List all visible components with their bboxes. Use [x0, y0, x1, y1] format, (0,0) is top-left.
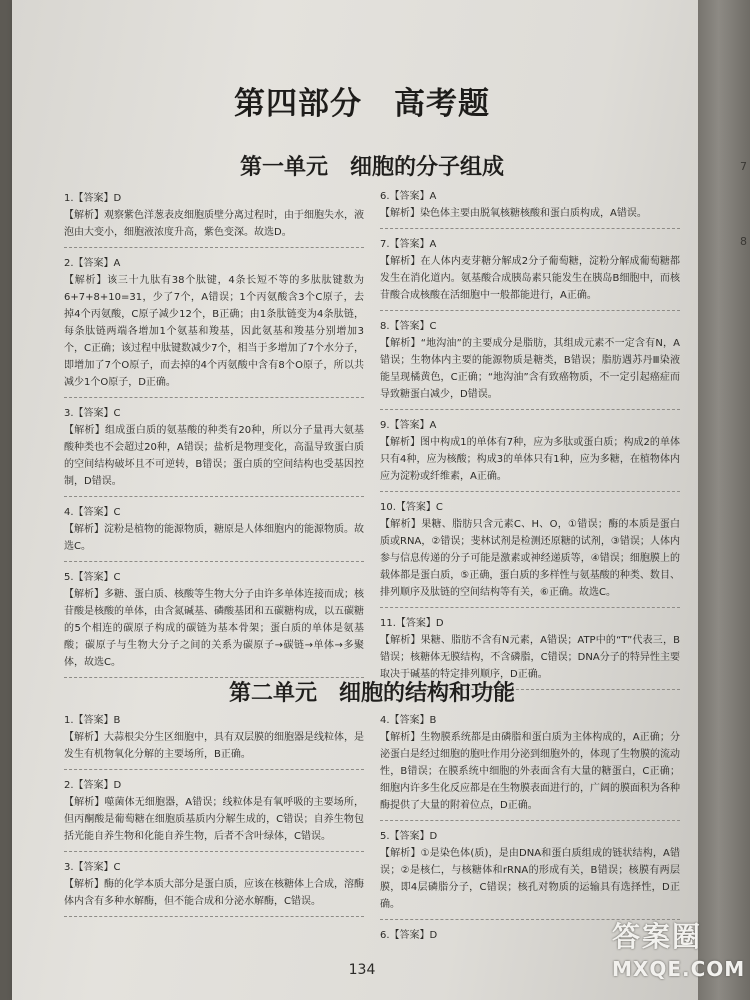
- unit1-title: 第一单元 细胞的分子组成: [239, 154, 504, 180]
- unit2-left-column: [64, 712, 364, 924]
- watermark-top-text: 答案圈: [612, 920, 703, 953]
- explanation-text: 【解析】在人体内麦芽糖分解成2分子葡萄糖，淀粉分解成葡萄糖都发生在消化道内。氨基酸合成胰岛素只能发生在胰岛B细胞中，而核苷酸合成核酸在活细胞中一般都能进行，A正确。: [380, 256, 680, 301]
- answer-item: [380, 712, 680, 821]
- page-number: 134: [348, 962, 376, 978]
- edge-mark: 7: [740, 160, 747, 173]
- answer-line: 7.【答案】A: [380, 239, 437, 250]
- explanation-text: 【解析】大蒜根尖分生区细胞中，具有双层膜的细胞器是线粒体，是发生有机物氧化分解的主要场所，B正确。: [64, 732, 364, 760]
- watermark-bottom-text: MXQE.COM: [612, 957, 746, 981]
- answer-line: 4.【答案】C: [64, 507, 121, 518]
- explanation-text: 【解析】观察紫色洋葱表皮细胞质壁分离过程时，由于细胞失水，液泡由大变小，细胞液浓度升高，紫色变深。故选D。: [64, 210, 364, 238]
- explanation-text: 【解析】多糖、蛋白质、核酸等生物大分子由许多单体连接而成；核苷酸是核酸的单体，由含氮碱基、磷酸基团和五碳糖构成，以五碳糖的5个相连的碳原子构成的碳链为基本骨架；蛋白质的单体是氨基酸；碳原子与生物大分子之间的关系为碳原子→碳链→单体→多聚体，故选C。: [64, 589, 364, 668]
- watermark-logo: [612, 915, 746, 995]
- edge-mark: 8: [740, 235, 747, 248]
- part-title: 第四部分 高考题: [234, 86, 490, 122]
- answer-line: 1.【答案】B: [64, 715, 121, 726]
- explanation-text: 【解析】生物膜系统都是由磷脂和蛋白质为主体构成的，A正确；分泌蛋白是经过细胞的胞吐作用分泌到细胞外的，体现了生物膜的流动性，B错误；在膜系统中细胞的外表面含有大量的糖蛋白，C正确；细胞内许多生化反应都是在生物膜表面进行的，广阔的膜面积为各种酶提供了大量的附着位点，D正确。: [380, 732, 680, 811]
- answer-item: [380, 828, 680, 920]
- explanation-text: 【解析】噬菌体无细胞器，A错误；线粒体是有氧呼吸的主要场所，但丙酮酸是葡萄糖在细胞质基质内分解生成的，C错误；自养生物包括光能自养生物和化能自养生物，后者不含叶绿体，C错误。: [64, 797, 364, 842]
- answer-line: 8.【答案】C: [380, 321, 437, 332]
- unit2-title: 第二单元 细胞的结构和功能: [228, 680, 515, 706]
- answer-item: [64, 712, 364, 770]
- answer-line: 5.【答案】D: [380, 831, 438, 842]
- answer-line: 10.【答案】C: [380, 502, 443, 513]
- answer-item: [380, 188, 680, 229]
- next-page-edge: [698, 0, 750, 1000]
- explanation-text: 【解析】淀粉是植物的能源物质，糖原是人体细胞内的能源物质。故选C。: [64, 524, 364, 552]
- answer-item: [64, 569, 364, 678]
- answer-line: 2.【答案】D: [64, 780, 122, 791]
- answer-line: 1.【答案】D: [64, 193, 122, 204]
- answer-line: 6.【答案】A: [380, 191, 437, 202]
- answer-line: 2.【答案】A: [64, 258, 121, 269]
- unit1-left-column: [64, 190, 364, 685]
- answer-line: 3.【答案】C: [64, 862, 121, 873]
- explanation-text: 【解析】酶的化学本质大部分是蛋白质，应该在核糖体上合成，溶酶体内含有多种水解酶，但不能合成和分泌水解酶，C错误。: [64, 879, 364, 907]
- answer-item: [64, 859, 364, 917]
- book-page: [12, 0, 698, 1000]
- answer-item: [64, 255, 364, 398]
- answer-line: 4.【答案】B: [380, 715, 437, 726]
- explanation-text: 【解析】组成蛋白质的氨基酸的种类有20种，所以分子量再大氨基酸种类也不会超过20种，A错误；盐析是物理变化，高温导致蛋白质的空间结构破坏且不可逆转，B错误；蛋白质的空间结构也受基因控制，D错误。: [64, 425, 364, 487]
- explanation-text: 【解析】果糖、脂肪只含元素C、H、O，①错误；酶的本质是蛋白质或RNA，②错误；斐林试剂是检测还原糖的试剂，③错误；人体内参与信息传递的分子可能是激素或神经递质等，④错误；细胞膜上的载体都是蛋白质，⑤正确，蛋白质的多样性与氨基酸的种类、数目、排列顺序及肽链的空间结构等有关，⑥正确。故选C。: [380, 519, 680, 598]
- explanation-text: 【解析】①是染色体(质)，是由DNA和蛋白质组成的链状结构，A错误；②是核仁，与核糖体和rRNA的形成有关，B错误；核膜有两层膜，即4层磷脂分子，C错误；核孔对物质的运输具有选择性，D正确。: [380, 848, 680, 910]
- answer-line: 9.【答案】A: [380, 420, 437, 431]
- answer-line: 11.【答案】D: [380, 618, 444, 629]
- answer-item: [64, 504, 364, 562]
- answer-item: [380, 417, 680, 492]
- explanation-text: 【解析】染色体主要由脱氧核糖核酸和蛋白质构成，A错误。: [380, 208, 647, 219]
- answer-line: 6.【答案】D: [380, 930, 438, 941]
- explanation-text: 【解析】该三十九肽有38个肽键，4条长短不等的多肽肽键数为6+7+8+10=31，少了7个，A错误；1个丙氨酸含3个C原子，去掉4个丙氨酸，C原子减少12个，B正确；由1条肽链变为4条肽链，每条肽链两端各增加1个氨基和羧基，因此氨基和羧基分别增加3个，C正确；该过程中肽键数减少7个，相当于多增加了7个水分子，即增加了7个O原子，而去掉的4个丙氨酸中含有8个O原子，所以共减少1个O原子，D正确。: [64, 275, 364, 388]
- explanation-text: 【解析】“地沟油”的主要成分是脂肪，其组成元素不一定含有N，A错误；生物体内主要的能源物质是糖类，B错误；脂肪遇苏丹Ⅲ染液能呈现橘黄色，C正确；“地沟油”含有致癌物质，不一定引起癌症而导致糖蛋白减少，D错误。: [380, 338, 680, 400]
- answer-item: [64, 777, 364, 852]
- answer-item: [64, 405, 364, 497]
- answer-item: [380, 318, 680, 410]
- answer-line: 5.【答案】C: [64, 572, 121, 583]
- explanation-text: 【解析】图中构成1的单体有7种，应为多肽或蛋白质；构成2的单体只有4种，应为核酸；构成3的单体只有1种，应为多糖，在植物体内应为淀粉或纤维素，A正确。: [380, 437, 680, 482]
- answer-line: 3.【答案】C: [64, 408, 121, 419]
- explanation-text: 【解析】果糖、脂肪不含有N元素，A错误；ATP中的“T”代表三，B错误；核糖体无膜结构，不含磷脂，C错误；DNA分子的特异性主要取决于碱基的特定排列顺序，D正确。: [380, 635, 680, 680]
- unit1-right-column: [380, 188, 680, 697]
- answer-item: [380, 499, 680, 608]
- answer-item: [64, 190, 364, 248]
- answer-item: [380, 236, 680, 311]
